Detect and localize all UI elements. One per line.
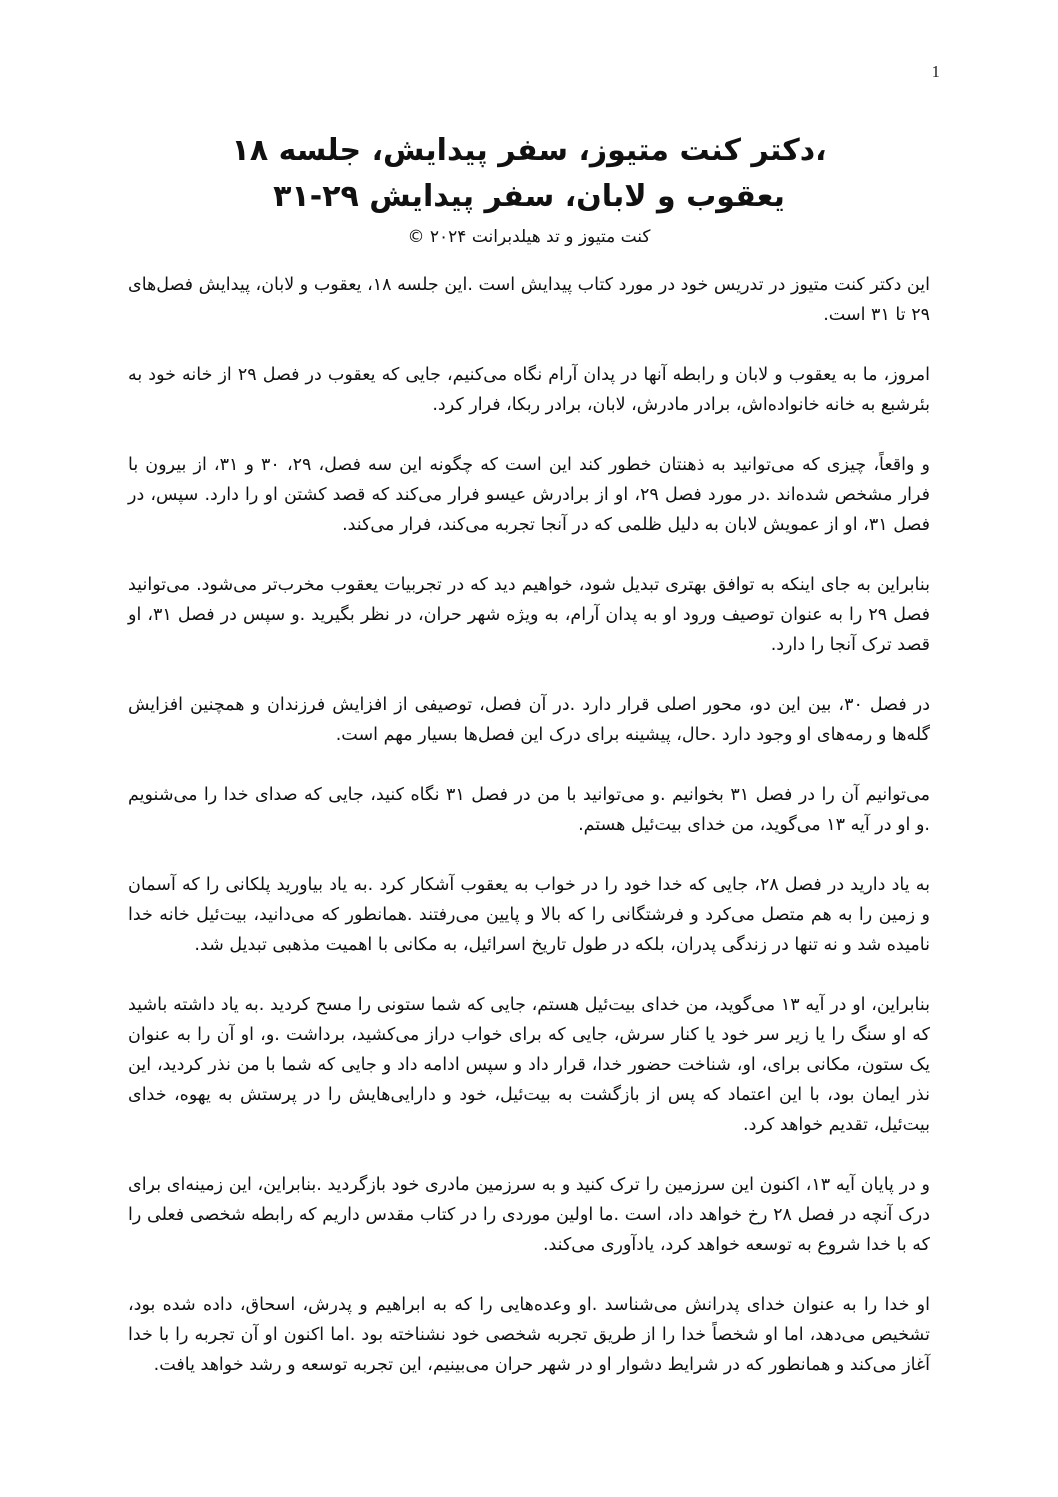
title-line-1: ،دکتر کنت متیوز، سفر پیدایش، جلسه ۱۸ xyxy=(231,133,827,168)
page-number: 1 xyxy=(931,62,940,81)
paragraph: بنابراین، او در آیه ۱۳ می‌گوید، من خدای بیت‌ئیل هستم، جایی که شما ستونی را مسح کردید .به یاد داشته باشید که او سنگ را یا زیر سر خود یا کنار سرش، جایی که برای خواب دراز می‌کشید، برداشت .و، او آن را به عنوان یک ستون، مکانی برای، او، شناخت حضور خدا، قرار داد و سپس ادامه داد و جایی که شما با من نذر کردید، این نذر ایمان بود، با این اعتماد که پس از بازگشت به بیت‌ئیل، خود و دارایی‌هایش را در پرستش به یهوه، خدای بیت‌ئیل، تقدیم خواهد کرد. xyxy=(128,995,930,1135)
paragraph: بنابراین به جای اینکه به توافق بهتری تبدیل شود، خواهیم دید که در تجربیات یعقوب مخرب‌تر می‌شود. می‌توانید فصل ۲۹ را به عنوان توصیف ورود او به پدان آرام، به ویژه شهر حران، در نظر بگیرید .و سپس در فصل ۳۱، او قصد ترک آنجا را دارد. xyxy=(128,575,931,655)
paragraph: در فصل ۳۰، بین این دو، محور اصلی قرار دارد .در آن فصل، توصیفی از افزایش فرزندان و همچنین افزایش گله‌ها و رمه‌های او وجود دارد .حال، پیشینه برای درک این فصل‌ها بسیار مهم است. xyxy=(128,695,931,745)
paragraph: به یاد دارید در فصل ۲۸، جایی که خدا خود را در خواب به یعقوب آشکار کرد .به یاد بیاورید پلکانی را که آسمان و زمین را به هم متصل می‌کرد و فرشتگانی را که بالا و پایین می‌رفتند .همانطور که می‌دانید، بیت‌ئیل خانه خدا نامیده شد و نه تنها در زندگی پدران، بلکه در طول تاریخ اسرائیل، به مکانی با اهمیت مذهبی تبدیل شد. xyxy=(128,875,930,955)
paragraph: این دکتر کنت متیوز در تدریس خود در مورد کتاب پیدایش است .این جلسه ۱۸، یعقوب و لابان، پیدایش فصل‌های ۲۹ تا ۳۱ است. xyxy=(128,275,930,325)
document-header xyxy=(100,128,958,250)
title-line-2: یعقوب و لابان، سفر پیدایش ۲۹-۳۱ xyxy=(273,179,785,214)
paragraph: او خدا را به عنوان خدای پدرانش می‌شناسد .او وعده‌هایی را که به ابراهیم و پدرش، اسحاق، داده شده بود، تشخیص می‌دهد، اما او شخصاً خدا را از طریق تجربه شخصی خود نشناخته بود .اما اکنون او آن تجربه را با خدا آغاز می‌کند و همانطور که در شرایط دشوار او در شهر حران می‌بینیم، این تجربه توسعه و رشد خواهد یافت. xyxy=(128,1295,930,1375)
document-body xyxy=(128,270,930,1410)
paragraph: و در پایان آیه ۱۳، اکنون این سرزمین را ترک کنید و به سرزمین مادری خود بازگردید .بنابراین، این زمینه‌ای برای درک آنچه در فصل ۲۸ رخ خواهد داد، است .ما اولین موردی را در کتاب مقدس داریم که رابطه شخصی فعلی را که با خدا شروع به توسعه خواهد کرد، یادآوری می‌کند. xyxy=(128,1175,930,1255)
paragraph: می‌توانیم آن را در فصل ۳۱ بخوانیم .و می‌توانید با من در فصل ۳۱ نگاه کنید، جایی که صدای خدا را می‌شنویم .و او در آیه ۱۳ می‌گوید، من خدای بیت‌ئیل هستم. xyxy=(128,785,930,835)
paragraph: و واقعاً، چیزی که می‌توانید به ذهنتان خطور کند این است که چگونه این سه فصل، ۲۹، ۳۰ و ۳۱، از بیرون با فرار مشخص شده‌اند .در مورد فصل ۲۹، او از برادرش عیسو فرار می‌کند که قصد کشتن او را دارد. سپس، در فصل ۳۱، او از عمویش لابان به دلیل ظلمی که در آنجا تجربه می‌کند، فرار می‌کند. xyxy=(128,455,930,535)
paragraph: امروز، ما به یعقوب و لابان و رابطه آنها در پدان آرام نگاه می‌کنیم، جایی که یعقوب در فصل ۲۹ از خانه خود به بئرشبع به خانه خانواده‌اش، برادر مادرش، لابان، برادر ربکا، فرار کرد. xyxy=(128,365,930,415)
copyright-line: کنت متیوز و تد هیلدبرانت ۲۰۲۴ © xyxy=(407,227,651,247)
